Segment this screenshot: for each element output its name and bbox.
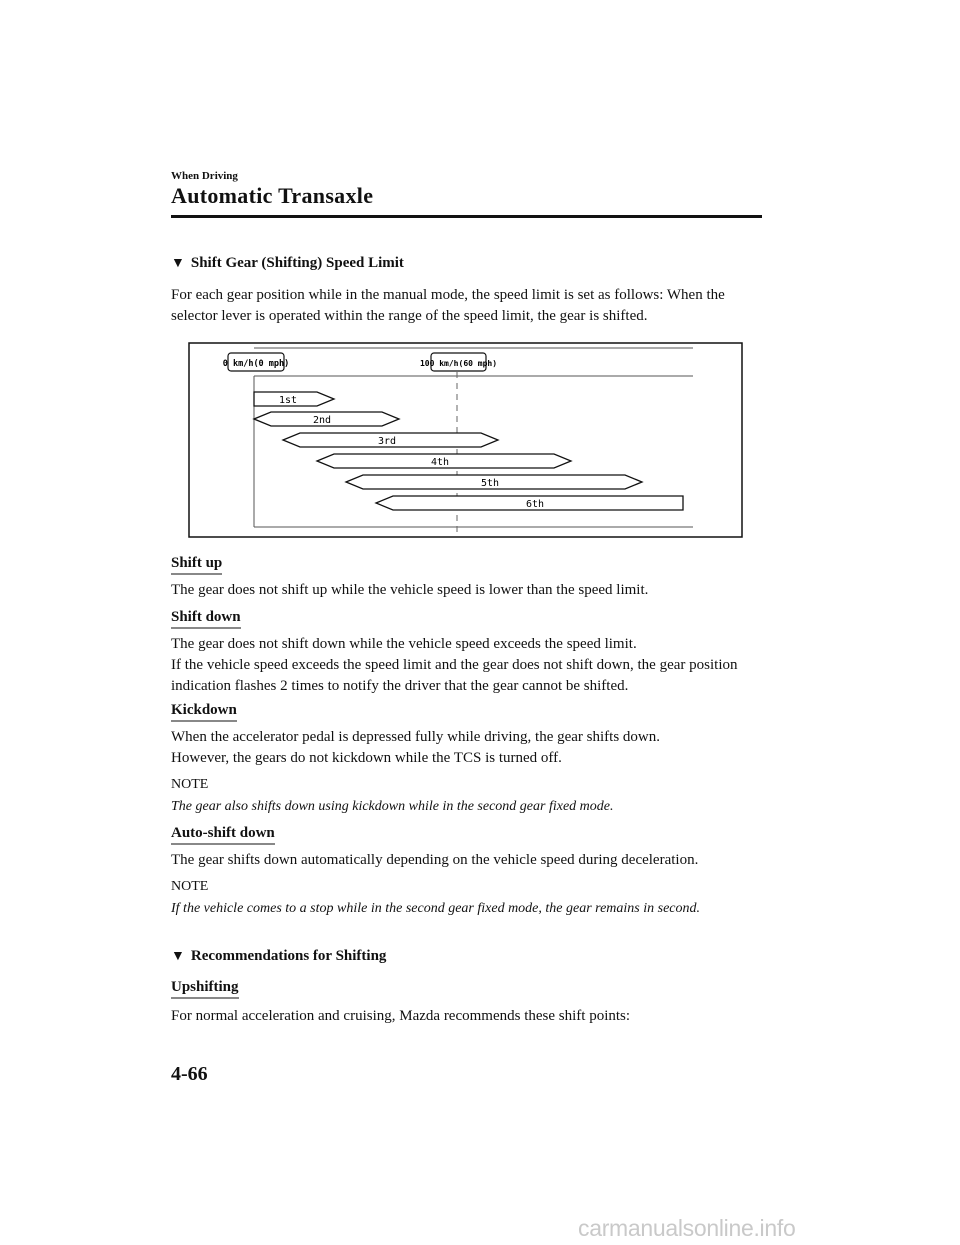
shift-up-text: The gear does not shift up while the vehicle speed is lower than the speed limit. [171,582,649,598]
speed-limit-diagram [188,342,743,543]
upshifting-text: For normal acceleration and cruising, Mazda recommends these shift points: [171,1008,631,1024]
section-heading-text: Shift Gear (Shifting) Speed Limit [190,255,404,271]
kickdown-line-2: However, the gears do not kickdown while the TCS is turned off. [171,750,562,766]
gear-label-2nd: 2nd [312,415,332,426]
page-number: 4-66 [171,1063,208,1085]
footer-watermark: carmanualsonline.info [578,1215,796,1241]
subheading-kickdown: Kickdown [171,701,237,722]
gear-label-5th: 5th [480,478,500,489]
subheading-upshifting: Upshifting [171,978,239,999]
section-heading-text: Recommendations for Shifting [190,948,387,964]
gear-label-4th: 4th [430,457,450,468]
gear-label-1st: 1st [278,395,298,406]
auto-shift-down-note-text: If the vehicle comes to a stop while in the second gear fixed mode, the gear remains in second. [171,901,701,916]
intro-paragraph: For each gear position while in the manual mode, the speed limit is set as follows: When the selector lever is operated within the range of the speed limit, the gear is shifted. [171,287,725,324]
speed-label-0: 0 km/h(0 mph) [222,359,290,369]
speed-limit-diagram-svg [188,342,743,538]
gear-label-6th: 6th [525,499,545,510]
speed-label-100: 100 km/h(60 mph) [419,359,498,368]
title-divider [171,215,762,218]
section-label: When Driving [171,170,238,182]
kickdown-note-label: NOTE [171,777,209,792]
auto-shift-down-text: The gear shifts down automatically depending on the vehicle speed during deceleration. [171,852,699,868]
section-heading-recommendations [171,948,386,965]
down-triangle-icon: ▼ [171,949,185,964]
section-heading-speed-limit [171,255,404,272]
down-triangle-icon: ▼ [171,256,185,271]
subheading-auto-shift-down: Auto-shift down [171,824,275,845]
gear-label-3rd: 3rd [377,436,397,447]
subheading-shift-up: Shift up [171,554,222,575]
kickdown-line-1: When the accelerator pedal is depressed fully while driving, the gear shifts down. [171,729,661,745]
kickdown-note-text: The gear also shifts down using kickdown while in the second gear fixed mode. [171,799,614,814]
auto-shift-down-note-label: NOTE [171,879,209,894]
shift-down-line-1: The gear does not shift down while the vehicle speed exceeds the speed limit. [171,636,637,652]
shift-down-line-2: If the vehicle speed exceeds the speed limit and the gear does not shift down, the gear position indication flashes 2 times to notify the driver that the gear cannot be shifted. [171,657,738,694]
subheading-shift-down: Shift down [171,608,241,629]
page-title: Automatic Transaxle [171,183,374,208]
